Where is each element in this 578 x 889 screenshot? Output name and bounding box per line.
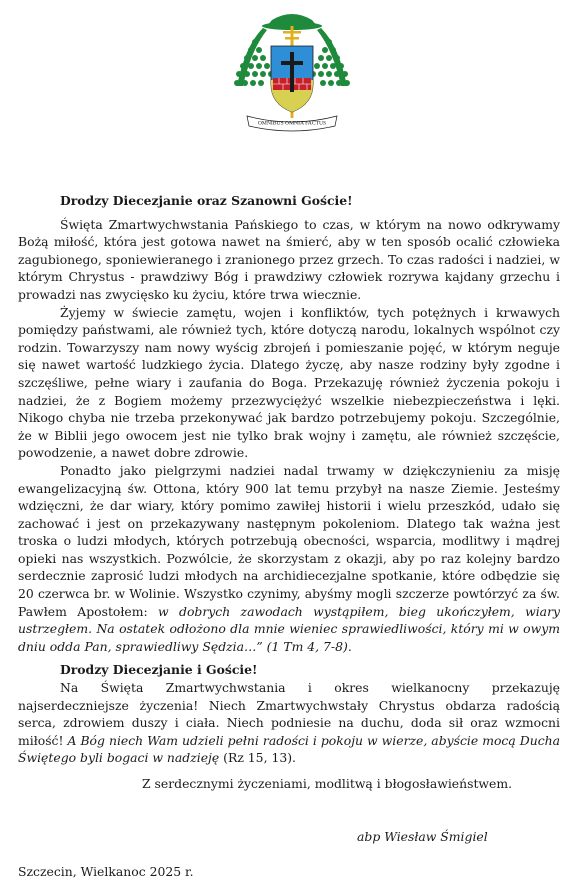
paragraph-2: Żyjemy w świecie zamętu, wojen i konfliktów, tych potężnych i krwawych pomiędzy państwami, ale również tych, które dotyczą narodu, lokalnych wspólnot czy rodzin. Towarzyszy nam nowy wyścig zbrojeń i pomieszanie pojęć, w którym neguje się nawet wartość ludzkiego życia. Dlatego życzę, aby nasze rodziny były zgodne i szczęśliwe, pełne wiary i zaufania do Boga. Przekazuję również życzenia pokoju i nadziei, że z Bogiem możemy przezwyciężyć wszelkie niebezpieczeństwa i lęki. Nikogo chyba nie trzeba przekonywać jak bardzo potrzebujemy pokoju. Szczególnie, że w Biblii jego owocem jest nie tylko brak wojny i zamętu, ale również szczęście, powodzenie, a nawet dobre zdrowie. xyxy=(18,304,560,461)
greeting-heading-2: Drodzy Diecezjanie i Goście! xyxy=(60,662,258,678)
paragraph-1: Święta Zmartwychwstania Pańskiego to czas, w którym na nowo odkrywamy Bożą miłość, która jest gotowa nawet na śmierć, aby w ten sposób ocalić człowieka zagubionego, sponiewieranego i zranionego przez grzech. To czas radości i nadziei, w którym Chrystus - prawdziwy Bóg i prawdziwy człowiek rozrywa kajdany grzechu i prowadzi nas zwycięsko ku życiu, które trwa wiecznie. xyxy=(18,216,560,302)
bible-reference: (Rz 15, 13). xyxy=(219,750,296,766)
paragraph-3-text: Ponadto jako pielgrzymi nadziei nadal trwamy w dziękczynieniu za misję ewangelizacyjną św. Ottona, który 900 lat temu przybył na nasze Ziemie. Jesteśmy wdzięczni, że dar wiary, który pomimo zawiłej historii i wielu przeszkód, udało się zachować i jest on przekazywany następnym pokoleniom. Dlatego tak ważna jest troska o ludzi młodych, których potrzebują obecności, wsparcia, modlitwy i mądrej opieki nas wszystkich. Pozwólcie, że skorzystam z okazji, aby po raz kolejny bardzo serdecznie zaprosić ludzi młodych na archidiecezjalne spotkanie, które odbędzie się 20 czerwca br. w Wolinie. Wszystko czynimy, abyśmy mogli szczerze powtórzyć za św. Pawłem Apostołem: xyxy=(18,462,560,619)
coat-of-arms xyxy=(225,6,359,132)
bible-quote-2: A Bóg niech Wam udzieli pełni radości i pokoju w wierze, abyście mocą Ducha Świętego byli bogaci w nadzieję xyxy=(18,732,560,766)
signature: abp Wiesław Śmigiel xyxy=(357,829,488,844)
place-date: Szczecin, Wielkanoc 2025 r. xyxy=(18,864,194,879)
motto-text: OMNIBUS OMNIA FACTUS xyxy=(257,120,327,127)
paragraph-4-text: Na Święta Zmartwychwstania i okres wielkanocny przekazuję najserdeczniejsze życzenia! Niech Zmartwychwstały Chrystus obdarza radością serca, zdrowiem duszy i ciała. Niech podniesie na duchu, doda sił oraz wzmocni miłość! xyxy=(18,680,560,748)
closing-line: Z serdecznymi życzeniami, modlitwą i błogosławieństwem. xyxy=(142,776,513,791)
greeting-heading: Drodzy Diecezjanie oraz Szanowni Goście! xyxy=(60,193,353,208)
letter-body xyxy=(18,192,560,793)
coat-of-arms-emblem xyxy=(225,6,359,132)
bible-quote: w dobrych zawodach wystąpiłem, bieg ukończyłem, wiary ustrzegłem. Na ostatek odłożono dla mnie wieniec sprawiedliwości, który mi w owym dniu odda Pan, sprawiedliwy Sędzia…” (1 Tm 4, 7-8). xyxy=(18,603,560,654)
paragraph-3 xyxy=(18,462,560,656)
paragraph-4 xyxy=(18,679,560,767)
